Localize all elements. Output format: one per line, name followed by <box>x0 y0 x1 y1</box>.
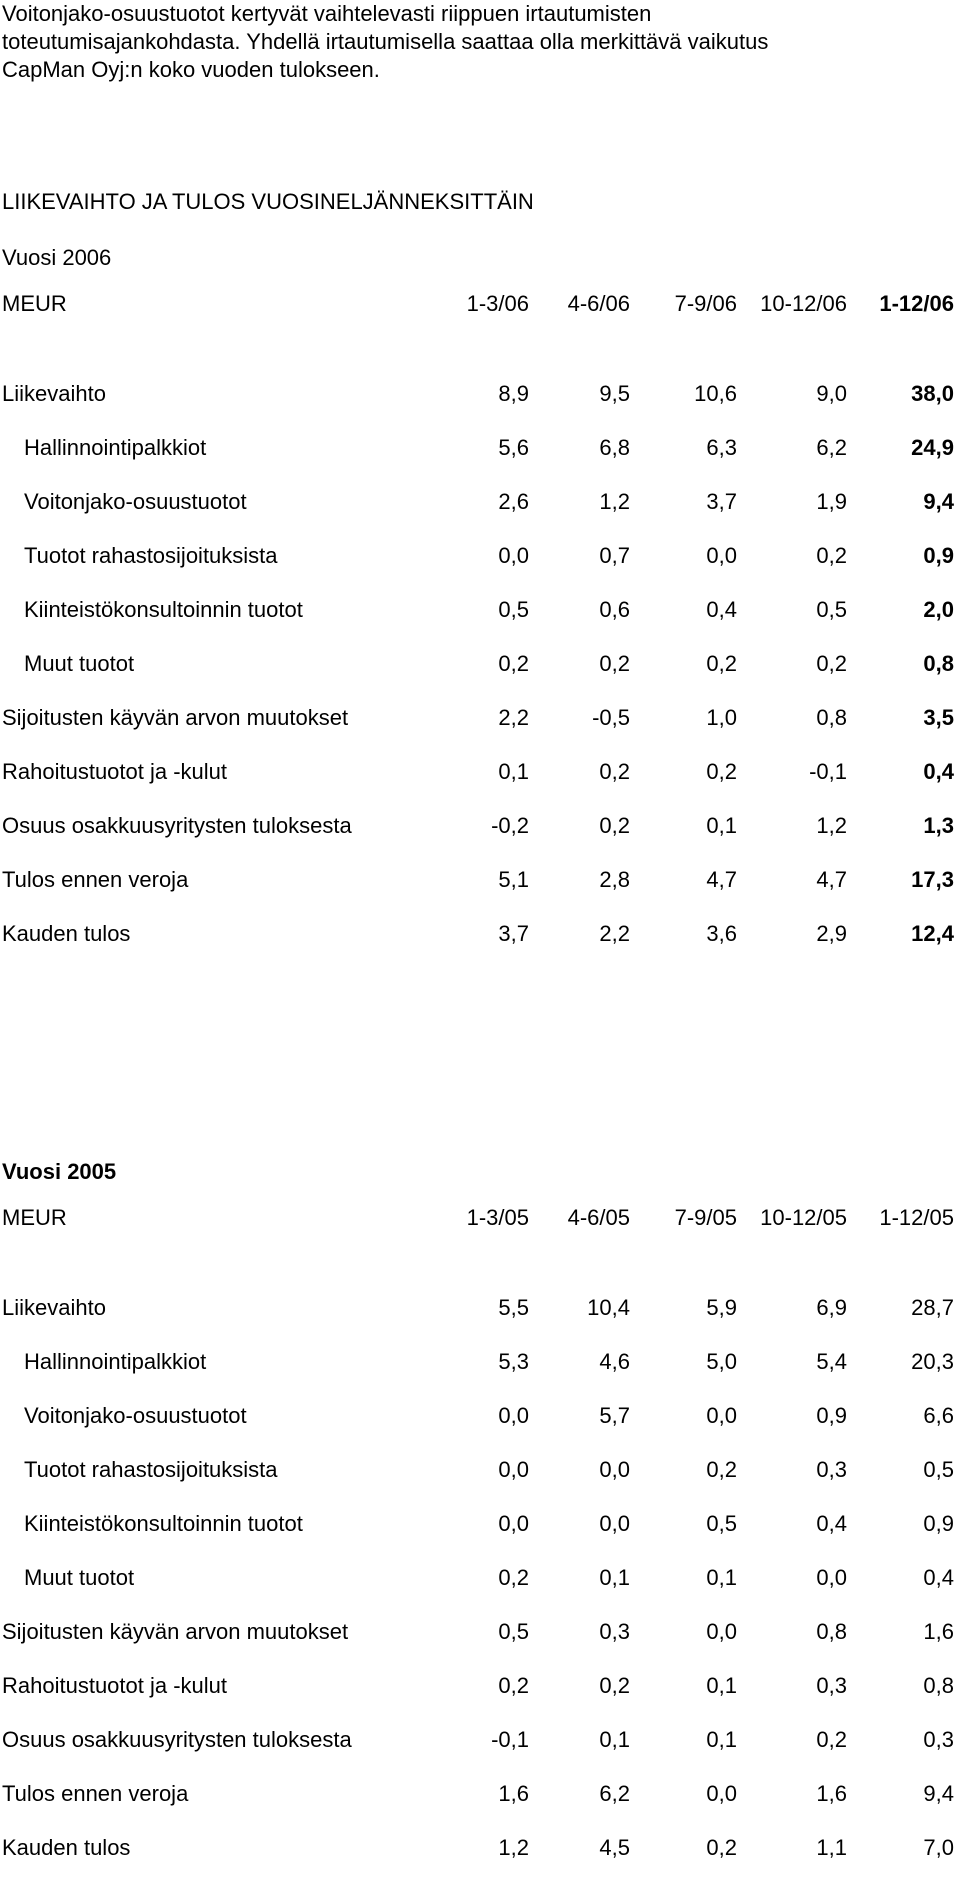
table-row <box>0 812 960 840</box>
value-cell: 0,3 <box>816 1457 847 1482</box>
table-row <box>0 1672 960 1700</box>
value-cell: -0,2 <box>491 813 529 838</box>
row-label: Liikevaihto <box>2 381 106 406</box>
value-cell: 10,6 <box>694 381 737 406</box>
value-cell: 0,5 <box>498 1619 529 1644</box>
column-header: 7-9/06 <box>674 291 737 316</box>
value-cell: 2,9 <box>816 921 847 946</box>
table-row <box>0 866 960 894</box>
total-cell: 0,5 <box>923 1457 954 1482</box>
value-cell: 0,0 <box>706 1781 737 1806</box>
column-header: 10-12/06 <box>760 291 847 316</box>
value-cell: 5,6 <box>498 435 529 460</box>
total-cell: 0,9 <box>923 543 954 568</box>
column-header: 4-6/06 <box>567 291 630 316</box>
value-cell: 6,2 <box>816 435 847 460</box>
total-cell: 0,4 <box>923 1565 954 1590</box>
value-cell: 3,7 <box>498 921 529 946</box>
section-heading: LIIKEVAIHTO JA TULOS VUOSINELJÄNNEKSITTÄIN <box>2 189 534 214</box>
total-cell: 0,4 <box>923 759 954 784</box>
value-cell: 0,2 <box>599 651 630 676</box>
row-label: Tulos ennen veroja <box>2 1781 189 1806</box>
value-cell: 0,1 <box>599 1727 630 1752</box>
value-cell: 0,1 <box>498 759 529 784</box>
value-cell: 0,0 <box>498 1403 529 1428</box>
column-header: 7-9/05 <box>674 1205 737 1230</box>
row-label: Osuus osakkuusyritysten tuloksesta <box>2 813 352 838</box>
value-cell: 3,7 <box>706 489 737 514</box>
value-cell: 1,9 <box>816 489 847 514</box>
column-header: 1-3/06 <box>466 291 529 316</box>
row-label: Kiinteistökonsultoinnin tuotot <box>24 597 303 622</box>
year-2006-title: Vuosi 2006 <box>2 245 112 270</box>
table-row <box>0 704 960 732</box>
value-cell: -0,5 <box>592 705 630 730</box>
value-cell: 0,2 <box>816 1727 847 1752</box>
total-cell: 12,4 <box>911 921 954 946</box>
table-row <box>0 1294 960 1322</box>
value-cell: 1,6 <box>816 1781 847 1806</box>
total-cell: 1,6 <box>923 1619 954 1644</box>
value-cell: 2,2 <box>498 705 529 730</box>
table-row <box>0 1834 960 1862</box>
value-cell: 0,0 <box>498 1457 529 1482</box>
total-cell: 3,5 <box>923 705 954 730</box>
value-cell: 1,2 <box>816 813 847 838</box>
intro-line: Voitonjako-osuustuotot kertyvät vaihtelevasti riippuen irtautumisten <box>2 1 652 26</box>
value-cell: 0,8 <box>816 705 847 730</box>
row-label: Sijoitusten käyvän arvon muutokset <box>2 705 349 730</box>
row-label: Hallinnointipalkkiot <box>24 1349 207 1374</box>
value-cell: 1,2 <box>498 1835 529 1860</box>
row-label: Sijoitusten käyvän arvon muutokset <box>2 1619 349 1644</box>
value-cell: 1,1 <box>816 1835 847 1860</box>
value-cell: 0,1 <box>706 1565 737 1590</box>
row-label: Voitonjako-osuustuotot <box>24 489 247 514</box>
value-cell: 4,5 <box>599 1835 630 1860</box>
column-header: 1-3/05 <box>466 1205 529 1230</box>
total-cell: 28,7 <box>911 1295 954 1320</box>
row-label: Tuotot rahastosijoituksista <box>24 1457 278 1482</box>
value-cell: -0,1 <box>491 1727 529 1752</box>
value-cell: 0,0 <box>706 543 737 568</box>
table-row <box>0 758 960 786</box>
table-row <box>0 1618 960 1646</box>
value-cell: 4,6 <box>599 1349 630 1374</box>
table-row <box>0 596 960 624</box>
value-cell: 0,6 <box>599 597 630 622</box>
value-cell: 0,2 <box>599 813 630 838</box>
total-cell: 9,4 <box>923 489 954 514</box>
value-cell: 4,7 <box>816 867 847 892</box>
value-cell: 6,9 <box>816 1295 847 1320</box>
value-cell: 0,0 <box>706 1619 737 1644</box>
value-cell: -0,1 <box>809 759 847 784</box>
value-cell: 4,7 <box>706 867 737 892</box>
value-cell: 0,2 <box>706 651 737 676</box>
value-cell: 0,2 <box>706 1457 737 1482</box>
value-cell: 0,2 <box>498 1565 529 1590</box>
table-row <box>0 1510 960 1538</box>
value-cell: 0,3 <box>816 1673 847 1698</box>
value-cell: 2,2 <box>599 921 630 946</box>
unit-label: MEUR <box>2 1205 67 1230</box>
table-row <box>0 1726 960 1754</box>
row-label: Kauden tulos <box>2 921 131 946</box>
value-cell: 5,1 <box>498 867 529 892</box>
value-cell: 0,1 <box>706 1673 737 1698</box>
total-cell: 0,8 <box>923 1673 954 1698</box>
value-cell: 0,0 <box>498 1511 529 1536</box>
value-cell: 5,5 <box>498 1295 529 1320</box>
table-row <box>0 380 960 408</box>
table-row <box>0 1456 960 1484</box>
value-cell: 2,8 <box>599 867 630 892</box>
value-cell: 0,2 <box>706 759 737 784</box>
row-label: Muut tuotot <box>24 1565 135 1590</box>
row-label: Tuotot rahastosijoituksista <box>24 543 278 568</box>
value-cell: 0,0 <box>498 543 529 568</box>
intro-line: CapMan Oyj:n koko vuoden tulokseen. <box>2 57 380 82</box>
value-cell: 9,0 <box>816 381 847 406</box>
table-row <box>0 1780 960 1808</box>
unit-label: MEUR <box>2 291 67 316</box>
value-cell: 0,2 <box>498 1673 529 1698</box>
value-cell: 3,6 <box>706 921 737 946</box>
total-cell: 38,0 <box>911 381 954 406</box>
table-row <box>0 920 960 948</box>
value-cell: 0,9 <box>816 1403 847 1428</box>
value-cell: 0,7 <box>599 543 630 568</box>
row-label: Rahoitustuotot ja -kulut <box>2 1673 228 1698</box>
total-cell: 0,9 <box>923 1511 954 1536</box>
value-cell: 0,4 <box>706 597 737 622</box>
row-label: Hallinnointipalkkiot <box>24 435 207 460</box>
value-cell: 5,0 <box>706 1349 737 1374</box>
value-cell: 0,5 <box>706 1511 737 1536</box>
total-cell: 0,8 <box>923 651 954 676</box>
total-cell: 20,3 <box>911 1349 954 1374</box>
value-cell: 0,1 <box>706 1727 737 1752</box>
value-cell: 5,3 <box>498 1349 529 1374</box>
value-cell: 6,2 <box>599 1781 630 1806</box>
total-cell: 7,0 <box>923 1835 954 1860</box>
value-cell: 2,6 <box>498 489 529 514</box>
total-cell: 17,3 <box>911 867 954 892</box>
total-cell: 1,3 <box>923 813 954 838</box>
value-cell: 0,1 <box>706 813 737 838</box>
value-cell: 1,6 <box>498 1781 529 1806</box>
column-header-total: 1-12/05 <box>879 1205 954 1230</box>
table-row <box>0 1402 960 1430</box>
row-label: Liikevaihto <box>2 1295 106 1320</box>
intro-paragraph <box>2 0 952 84</box>
total-cell: 2,0 <box>923 597 954 622</box>
value-cell: 0,2 <box>498 651 529 676</box>
value-cell: 10,4 <box>587 1295 630 1320</box>
year-2005-header-row <box>0 1204 960 1232</box>
value-cell: 0,4 <box>816 1511 847 1536</box>
row-label: Tulos ennen veroja <box>2 867 189 892</box>
table-row <box>0 434 960 462</box>
value-cell: 0,0 <box>599 1511 630 1536</box>
column-header-total: 1-12/06 <box>879 291 954 316</box>
value-cell: 0,0 <box>599 1457 630 1482</box>
table-row <box>0 1348 960 1376</box>
column-header: 4-6/05 <box>567 1205 630 1230</box>
intro-line: toteutumisajankohdasta. Yhdellä irtautumisella saattaa olla merkittävä vaikutus <box>2 29 769 54</box>
row-label: Muut tuotot <box>24 651 135 676</box>
table-row <box>0 650 960 678</box>
value-cell: 0,2 <box>599 759 630 784</box>
value-cell: 0,0 <box>706 1403 737 1428</box>
table-row <box>0 542 960 570</box>
value-cell: 6,3 <box>706 435 737 460</box>
value-cell: 1,0 <box>706 705 737 730</box>
row-label: Kiinteistökonsultoinnin tuotot <box>24 1511 303 1536</box>
row-label: Kauden tulos <box>2 1835 131 1860</box>
value-cell: 0,2 <box>706 1835 737 1860</box>
value-cell: 0,2 <box>599 1673 630 1698</box>
value-cell: 9,5 <box>599 381 630 406</box>
value-cell: 0,2 <box>816 651 847 676</box>
year-2006-header-row <box>0 290 960 318</box>
total-cell: 9,4 <box>923 1781 954 1806</box>
row-label: Osuus osakkuusyritysten tuloksesta <box>2 1727 352 1752</box>
value-cell: 0,5 <box>816 597 847 622</box>
value-cell: 0,2 <box>816 543 847 568</box>
value-cell: 6,8 <box>599 435 630 460</box>
value-cell: 0,5 <box>498 597 529 622</box>
value-cell: 5,9 <box>706 1295 737 1320</box>
column-header: 10-12/05 <box>760 1205 847 1230</box>
total-cell: 6,6 <box>923 1403 954 1428</box>
total-cell: 24,9 <box>911 435 954 460</box>
value-cell: 0,8 <box>816 1619 847 1644</box>
row-label: Rahoitustuotot ja -kulut <box>2 759 228 784</box>
row-label: Voitonjako-osuustuotot <box>24 1403 247 1428</box>
value-cell: 0,1 <box>599 1565 630 1590</box>
table-row <box>0 488 960 516</box>
value-cell: 1,2 <box>599 489 630 514</box>
year-2005-title: Vuosi 2005 <box>2 1159 117 1184</box>
total-cell: 0,3 <box>923 1727 954 1752</box>
value-cell: 0,3 <box>599 1619 630 1644</box>
value-cell: 8,9 <box>498 381 529 406</box>
value-cell: 5,7 <box>599 1403 630 1428</box>
table-row <box>0 1564 960 1592</box>
value-cell: 5,4 <box>816 1349 847 1374</box>
value-cell: 0,0 <box>816 1565 847 1590</box>
